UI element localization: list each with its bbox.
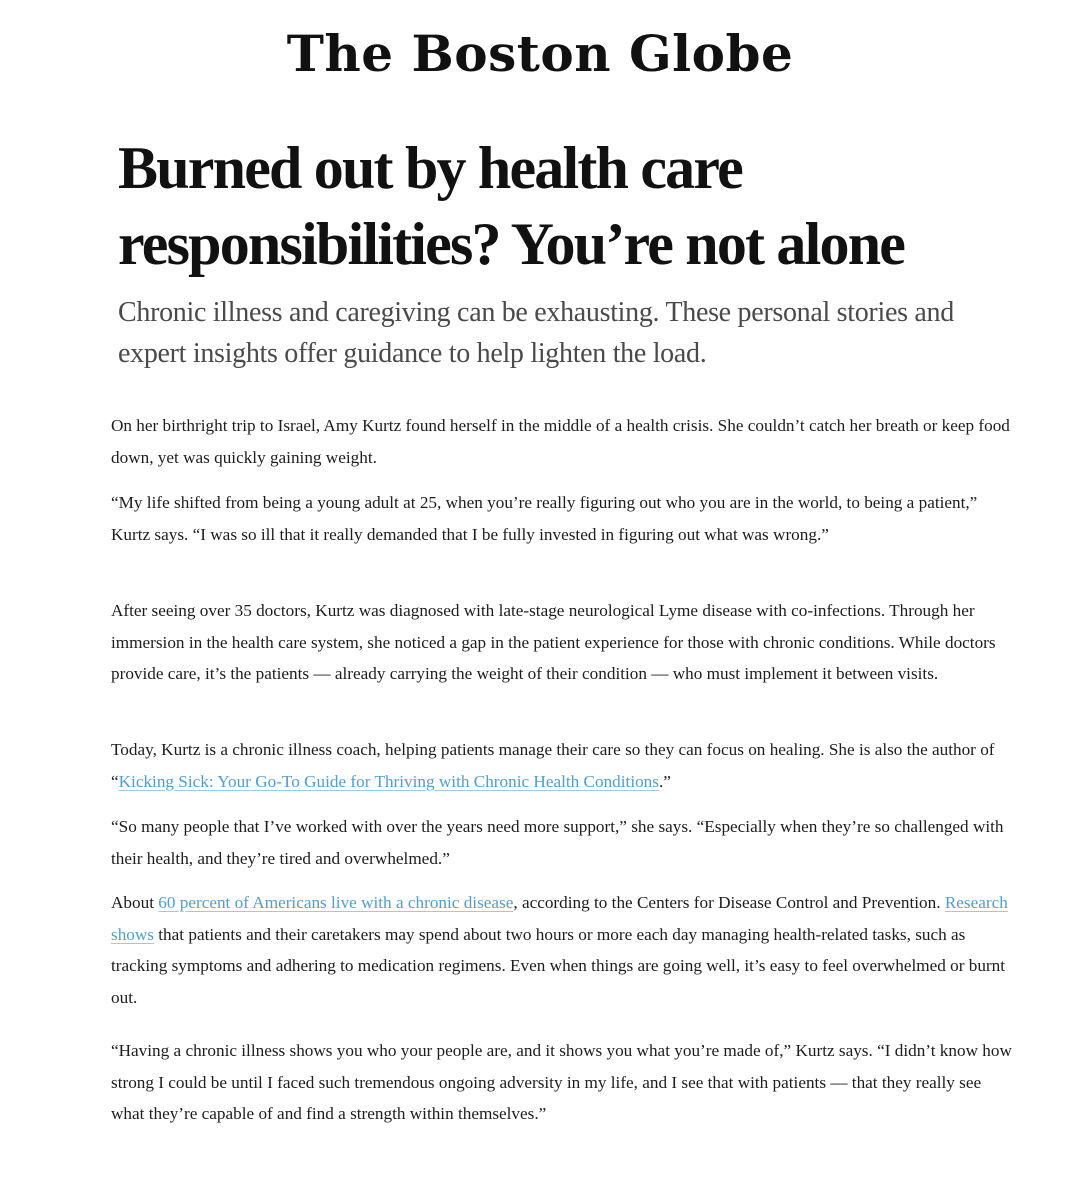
paragraph-5: “So many people that I’ve worked with over the years need more support,” she says. “Especially when they’re so challenged with their health, and they’re tired and overwhelmed.” — [111, 817, 1004, 868]
research-shows-link[interactable]: Research shows — [111, 893, 1008, 944]
paragraph-4-text-end: .” — [658, 771, 671, 791]
paragraph-2: “My life shifted from being a young adult at 25, when you’re really figuring out who you are in the world, to being a patient,” Kurtz says. “I was so ill that it really demanded that I be fully invested in figuring out what was wrong.” — [111, 493, 978, 544]
article-dek: Chronic illness and caregiving can be exhausting. These personal stories and expert insights offer guidance to help lighten the load. — [118, 297, 954, 369]
paragraph-6 — [111, 887, 1016, 1013]
paragraph-6-text-middle: , according to the Centers for Disease Control and Prevention. — [513, 893, 945, 912]
paragraph-4 — [111, 734, 1016, 797]
paragraph-4-text-start: Today, Kurtz is a chronic illness coach, helping patients manage their care so they can focus on healing. She is also the author of “ — [111, 740, 995, 791]
chronic-disease-statistic-link[interactable]: 60 percent of Americans live with a chronic disease — [158, 893, 514, 912]
paragraph-1: On her birthright trip to Israel, Amy Kurtz found herself in the middle of a health crisis. She couldn’t catch her breath or keep food down, yet was quickly gaining weight. — [111, 416, 1010, 467]
paragraph-7: “Having a chronic illness shows you who your people are, and it shows you what you’re made of,” Kurtz says. “I didn’t know how strong I could be until I faced such tremendous ongoing adversity in my life, and I see that with patients — that they really see what they’re capable of and find a strength within themselves.” — [111, 1041, 1012, 1123]
article-headline: Burned out by health care responsibilities? You’re not alone — [118, 135, 905, 277]
paragraph-6-text-end: that patients and their caretakers may spend about two hours or more each day managing health-related tasks, such as tracking symptoms and adhering to medication regimens. Even when things are going well, it’s easy to feel overwhelmed or burnt out. — [111, 924, 1006, 1007]
paragraph-3: After seeing over 35 doctors, Kurtz was diagnosed with late-stage neurological Lyme disease with co-infections. Through her immersion in the health care system, she noticed a gap in the patient experience for those with chronic conditions. While doctors provide care, it’s the patients — already carrying the weight of their condition — who must implement it between visits. — [111, 601, 996, 683]
masthead-logo[interactable]: The Boston Globe — [286, 24, 794, 83]
paragraph-6-text-start: About — [111, 893, 159, 912]
kicking-sick-book-link[interactable]: Kicking Sick: Your Go-To Guide for Thriving with Chronic Health Conditions — [118, 771, 659, 791]
